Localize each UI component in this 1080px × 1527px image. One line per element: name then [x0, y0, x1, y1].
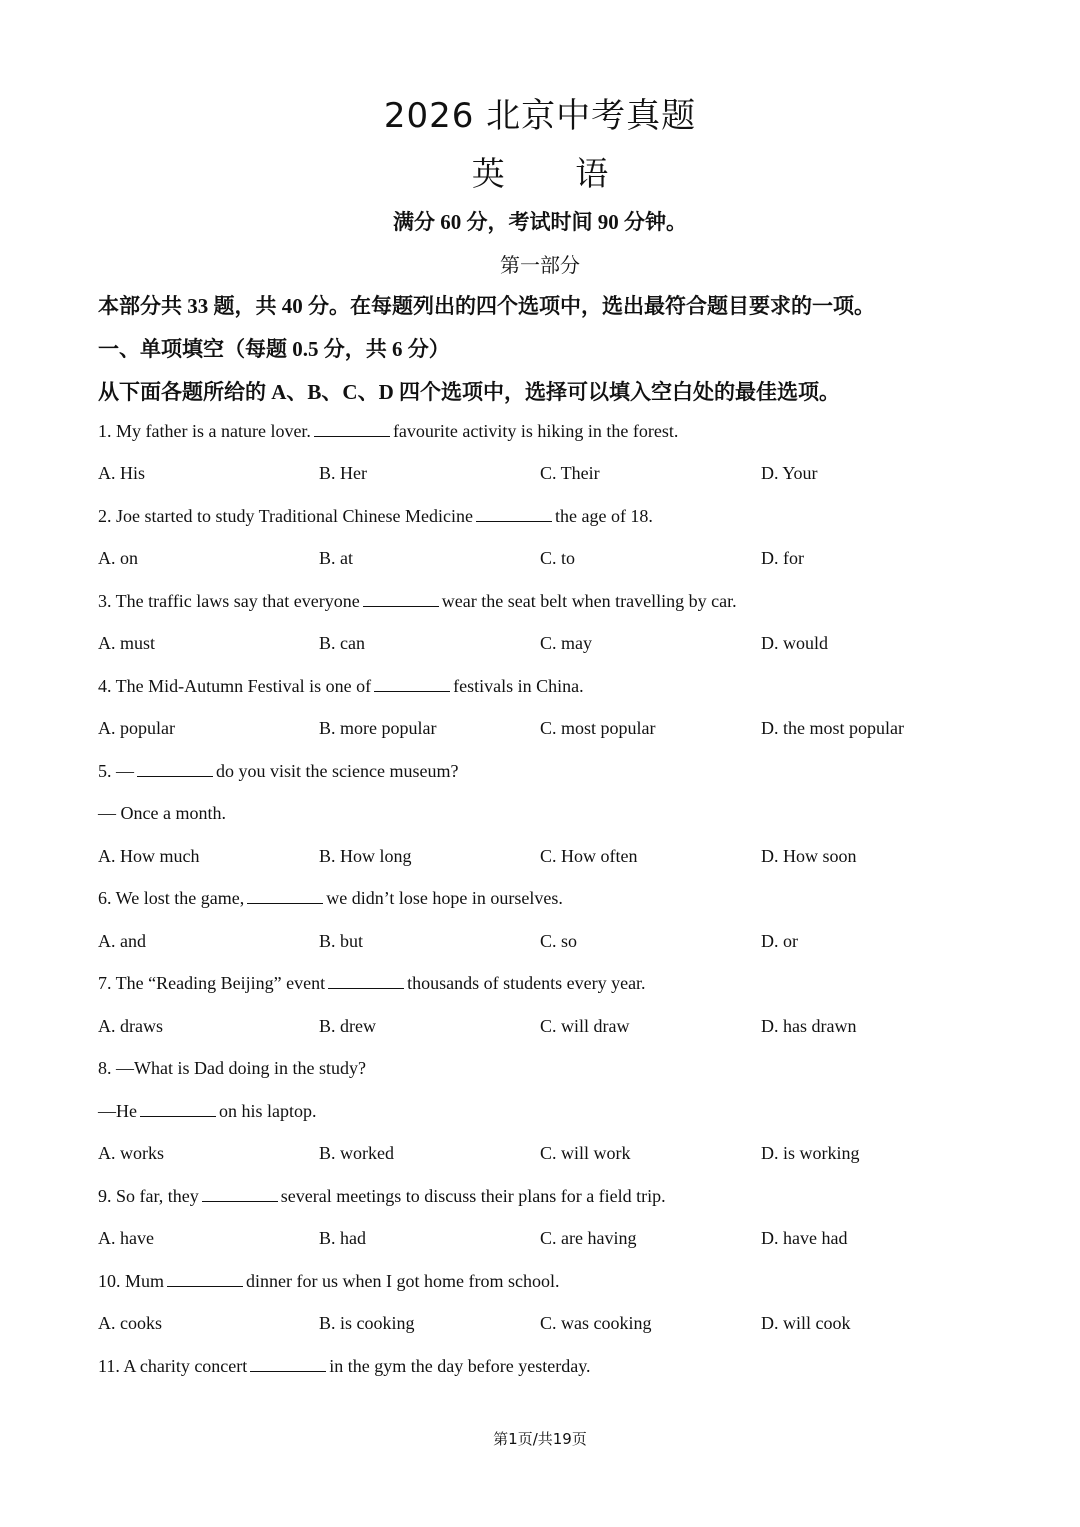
option-c: C. are having — [540, 1228, 637, 1248]
option-c: C. most popular — [540, 718, 656, 738]
option-d: D. the most popular — [761, 718, 904, 738]
option-a: A. draws — [98, 1016, 163, 1036]
option-d: D. would — [761, 633, 828, 653]
part-heading: 第一部分 — [500, 255, 580, 277]
answer-blank — [374, 690, 450, 692]
option-a: A. on — [98, 548, 138, 568]
option-c: C. will work — [540, 1143, 631, 1163]
answer-blank — [167, 1285, 243, 1287]
question-4: 4. The Mid-Autumn Festival is one of festivals in China. — [98, 676, 584, 696]
option-a: A. and — [98, 931, 146, 951]
option-c: C. Their — [540, 463, 600, 483]
option-d: D. have had — [761, 1228, 848, 1248]
question-3: 3. The traffic laws say that everyone wear the seat belt when travelling by car. — [98, 591, 737, 611]
question-5: 5. — do you visit the science museum? — [98, 761, 459, 781]
question-5-reply: — Once a month. — [98, 803, 226, 823]
directions: 从下面各题所给的 A、B、C、D 四个选项中，选择可以填入空白处的最佳选项。 — [98, 380, 841, 404]
option-b: B. drew — [319, 1016, 376, 1036]
option-d: D. is working — [761, 1143, 860, 1163]
answer-blank — [328, 987, 404, 989]
option-b: B. can — [319, 633, 365, 653]
answer-blank — [202, 1200, 278, 1202]
option-d: D. How soon — [761, 846, 857, 866]
answer-blank — [247, 902, 323, 904]
option-a: A. cooks — [98, 1313, 162, 1333]
option-d: D. for — [761, 548, 804, 568]
question-7: 7. The “Reading Beijing” event thousands of students every year. — [98, 973, 646, 993]
option-b: B. Her — [319, 463, 367, 483]
option-b: B. How long — [319, 846, 412, 866]
question-11: 11. A charity concert in the gym the day before yesterday. — [98, 1356, 591, 1376]
page-title: 2026 北京中考真题 — [383, 96, 697, 136]
option-d: D. Your — [761, 463, 818, 483]
option-c: C. will draw — [540, 1016, 630, 1036]
option-a: A. have — [98, 1228, 154, 1248]
option-c: C. was cooking — [540, 1313, 652, 1333]
option-a: A. must — [98, 633, 156, 653]
answer-blank — [140, 1115, 216, 1117]
question-2: 2. Joe started to study Traditional Chinese Medicine the age of 18. — [98, 506, 653, 526]
subject-title: 英 语 — [471, 154, 609, 193]
option-c: C. to — [540, 548, 576, 568]
option-b: B. more popular — [319, 718, 437, 738]
answer-blank — [250, 1370, 326, 1372]
section-heading: 一、单项填空（每题 0.5 分，共 6 分） — [98, 337, 450, 361]
answer-blank — [314, 435, 390, 437]
option-b: B. but — [319, 931, 364, 951]
answer-blank — [137, 775, 213, 777]
question-1: 1. My father is a nature lover. favourite activity is hiking in the forest. — [98, 421, 679, 441]
option-a: A. works — [98, 1143, 164, 1163]
option-d: D. will cook — [761, 1313, 851, 1333]
question-6: 6. We lost the game, we didn’t lose hope in ourselves. — [98, 888, 563, 908]
option-a: A. His — [98, 463, 146, 483]
question-8-reply: —He on his laptop. — [98, 1101, 317, 1121]
option-b: B. at — [319, 548, 353, 568]
part-intro: 本部分共 33 题，共 40 分。在每题列出的四个选项中，选出最符合题目要求的一项。 — [98, 294, 875, 318]
option-a: A. popular — [98, 718, 175, 738]
option-c: C. may — [540, 633, 592, 653]
option-d: D. has drawn — [761, 1016, 857, 1036]
question-10: 10. Mum dinner for us when I got home from school. — [98, 1271, 560, 1291]
question-9: 9. So far, they several meetings to discuss their plans for a field trip. — [98, 1186, 666, 1206]
question-8: 8. —What is Dad doing in the study? — [98, 1058, 366, 1078]
answer-blank — [476, 520, 552, 522]
option-c: C. so — [540, 931, 578, 951]
answer-blank — [363, 605, 439, 607]
option-b: B. had — [319, 1228, 366, 1248]
option-c: C. How often — [540, 846, 638, 866]
option-a: A. How much — [98, 846, 200, 866]
option-b: B. is cooking — [319, 1313, 415, 1333]
option-d: D. or — [761, 931, 798, 951]
option-b: B. worked — [319, 1143, 394, 1163]
score-info: 满分 60 分，考试时间 90 分钟。 — [393, 210, 687, 234]
page-footer: 第1页/共19页 — [493, 1430, 587, 1448]
